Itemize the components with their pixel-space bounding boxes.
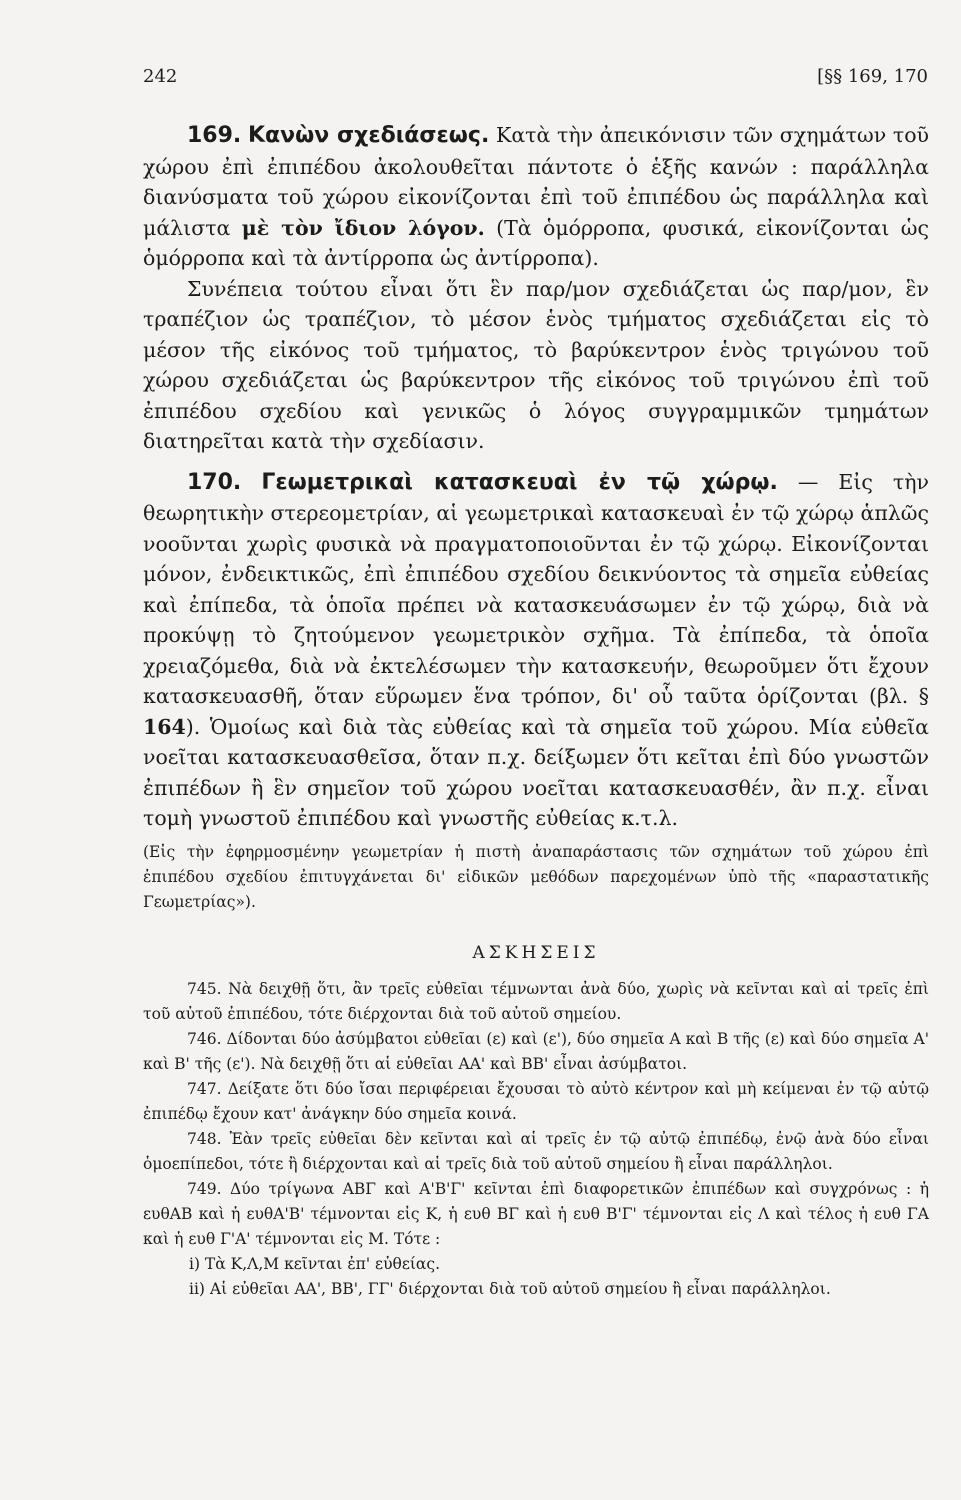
exercises-heading: ΑΣΚΗΣΕΙΣ bbox=[472, 942, 600, 963]
exercise-749: 749. Δύο τρίγωνα ΑΒΓ καὶ Α'Β'Γ' κεῖνται ἐπὶ διαφορετικῶν ἐπιπέδων καὶ συγχρόνως : ἡ ευθΑΒ καὶ ἡ ευθΑ'Β' τέμνονται εἰς Κ, ἡ ευθ ΒΓ καὶ ἡ ευθ Β'Γ' τέμνονται εἰς Λ καὶ τέλος ἡ ευθ ΓΑ καὶ ἡ ευθ Γ'Α' τέμνονται εἰς Μ. Τότε : bbox=[143, 1179, 929, 1248]
section-169-text-b: (Τὰ ὁμόρροπα, φυσικά, εἰκονίζονται ὡς ὁμόρροπα καὶ τὰ ἀντίρροπα ὡς ἀντίρροπα). bbox=[143, 215, 929, 270]
section-169-bold-phrase: μὲ τὸν ἴδιον λόγον. bbox=[241, 215, 485, 240]
section-170-paragraph bbox=[143, 467, 929, 834]
section-reference-bold: 164 bbox=[143, 714, 186, 739]
section-170-title: Γεωμετρικαὶ κατασκευαὶ ἐν τῷ χώρῳ. bbox=[261, 469, 778, 495]
section-170-text-b: ). Ὁμοίως καὶ διὰ τὰς εὐθείας καὶ τὰ σημεῖα τοῦ χώρου. Μία εὐθεῖα νοεῖται κατασκευασθεῖσα, ὅταν π.χ. δείξωμεν ὅτι κεῖται ἐπὶ δύο γνωστῶν ἐπιπέδων ἢ ἓν σημεῖον τοῦ χώρου νοεῖται κατασκευασθέν, ἂν π.χ. εἶναι τομὴ γνωστοῦ ἐπιπέδου καὶ γνωστῆς εὐθείας κ.τ.λ. bbox=[143, 714, 929, 830]
exercise-749-item-i: i) Τὰ Κ,Λ,Μ κεῖνται ἐπ' εὐθείας. bbox=[189, 1254, 441, 1273]
page-number: 242 bbox=[143, 66, 178, 87]
section-170-note: (Εἰς τὴν ἐφηρμοσμένην γεωμετρίαν ἡ πιστὴ ἀναπαράστασις τῶν σχημάτων τοῦ χώρου ἐπὶ ἐπιπέδου σχεδίου ἐπιτυγχάνεται δι' εἰδικῶν μεθόδων παρεχομένων ὑπὸ τῆς «παραστατικῆς Γεωμετρίας»). bbox=[143, 842, 929, 911]
exercise-746: 746. Δίδονται δύο ἀσύμβατοι εὐθεῖαι (ε) καὶ (ε'), δύο σημεῖα Α καὶ Β τῆς (ε) καὶ δύο σημεῖα Α' καὶ Β' τῆς (ε'). Νὰ δειχθῇ ὅτι αἱ εὐθεῖαι ΑΑ' καὶ ΒΒ' εἶναι ἀσύμβατοι. bbox=[143, 1029, 929, 1073]
exercise-749-item-ii: ii) Αἱ εὐθεῖαι ΑΑ', ΒΒ', ΓΓ' διέρχονται διὰ τοῦ αὐτοῦ σημείου ἢ εἶναι παράλληλοι. bbox=[189, 1279, 831, 1298]
section-170-text-a: — Εἰς τὴν θεωρητικὴν στερεομετρίαν, αἱ γεωμετρικαὶ κατασκευαὶ ἐν τῷ χώρῳ ἁπλῶς νοοῦνται χωρὶς φυσικὰ νὰ πραγματοποιοῦνται ἐν τῷ χώρῳ. Εἰκονίζονται μόνον, ἐνδεικτικῶς, ἐπὶ ἐπιπέδου σχεδίου δεικνύοντος τὰ σημεῖα εὐθείας καὶ ἐπίπεδα, τὰ ὁποῖα πρέπει νὰ κατασκευάσωμεν ἐν τῷ χώρῳ, διὰ νὰ προκύψῃ τὸ ζητούμενον γεωμετρικὸν σχῆμα. Τὰ ἐπίπεδα, τὰ ὁποῖα χρειαζόμεθα, διὰ νὰ ἐκτελέσωμεν τὴν κατασκευήν, θεωροῦμεν ὅτι ἔχουν κατασκευασθῆ, ὅταν εὕρωμεν ἕνα τρόπον, δι' οὗ ταῦτα ὁρίζονται (βλ. § bbox=[143, 469, 929, 708]
section-reference: [§§ 169, 170 bbox=[817, 66, 928, 87]
section-169-paragraph-1 bbox=[143, 120, 929, 274]
page-header bbox=[143, 66, 928, 96]
page-body bbox=[143, 120, 929, 1302]
exercise-745: 745. Νὰ δειχθῇ ὅτι, ἂν τρεῖς εὐθεῖαι τέμνωνται ἀνὰ δύο, χωρὶς νὰ κεῖνται καὶ αἱ τρεῖς ἐπὶ τοῦ αὐτοῦ ἐπιπέδου, τότε διέρχονται διὰ τοῦ αὐτοῦ σημείου. bbox=[143, 979, 929, 1023]
exercise-748: 748. Ἐὰν τρεῖς εὐθεῖαι δὲν κεῖνται καὶ αἱ τρεῖς ἐν τῷ αὐτῷ ἐπιπέδῳ, ἐνῷ ἀνὰ δύο εἶναι ὁμοεπίπεδοι, τότε ἢ διέρχονται καὶ αἱ τρεῖς διὰ τοῦ αὐτοῦ σημείου ἢ εἶναι παράλληλοι. bbox=[143, 1129, 929, 1173]
section-169-text-a: Κατὰ τὴν ἀπεικόνισιν τῶν σχημάτων τοῦ χώρου ἐπὶ ἐπιπέδου ἀκολουθεῖται πάντοτε ὁ ἑξῆς κανών : παράλληλα διανύσματα τοῦ χώρου εἰκονίζονται ἐπὶ τοῦ ἐπιπέδου ὡς παράλληλα καὶ μάλιστα bbox=[143, 123, 929, 240]
exercise-747: 747. Δείξατε ὅτι δύο ἴσαι περιφέρειαι ἔχουσαι τὸ αὐτὸ κέντρον καὶ μὴ κείμεναι ἐν τῷ αὐτῷ ἐπιπέδῳ ἔχουν κατ' ἀνάγκην δύο σημεῖα κοινά. bbox=[143, 1079, 929, 1123]
section-170-number: 170. bbox=[187, 469, 242, 495]
section-169-title: Κανὼν σχεδιάσεως. bbox=[247, 123, 490, 148]
section-169-paragraph-2: Συνέπεια τούτου εἶναι ὅτι ἓν παρ/μον σχεδιάζεται ὡς παρ/μον, ἓν τραπέζιον ὡς τραπέζιον, τὸ μέσον ἑνὸς τμήματος σχεδιάζεται εἰς τὸ μέσον τῆς εἰκόνος τοῦ τμήματος, τὸ βαρύκεντρον ἑνὸς τριγώνου τοῦ χώρου σχεδιάζεται ὡς βαρύκεντρον τῆς εἰκόνος τοῦ τριγώνου ἐπὶ τοῦ ἐπιπέδου σχεδίου καὶ γενικῶς ὁ λόγος συγγραμμικῶν τμημάτων διατηρεῖται κατὰ τὴν σχεδίασιν. bbox=[143, 276, 929, 453]
section-169-number: 169. bbox=[187, 123, 242, 148]
